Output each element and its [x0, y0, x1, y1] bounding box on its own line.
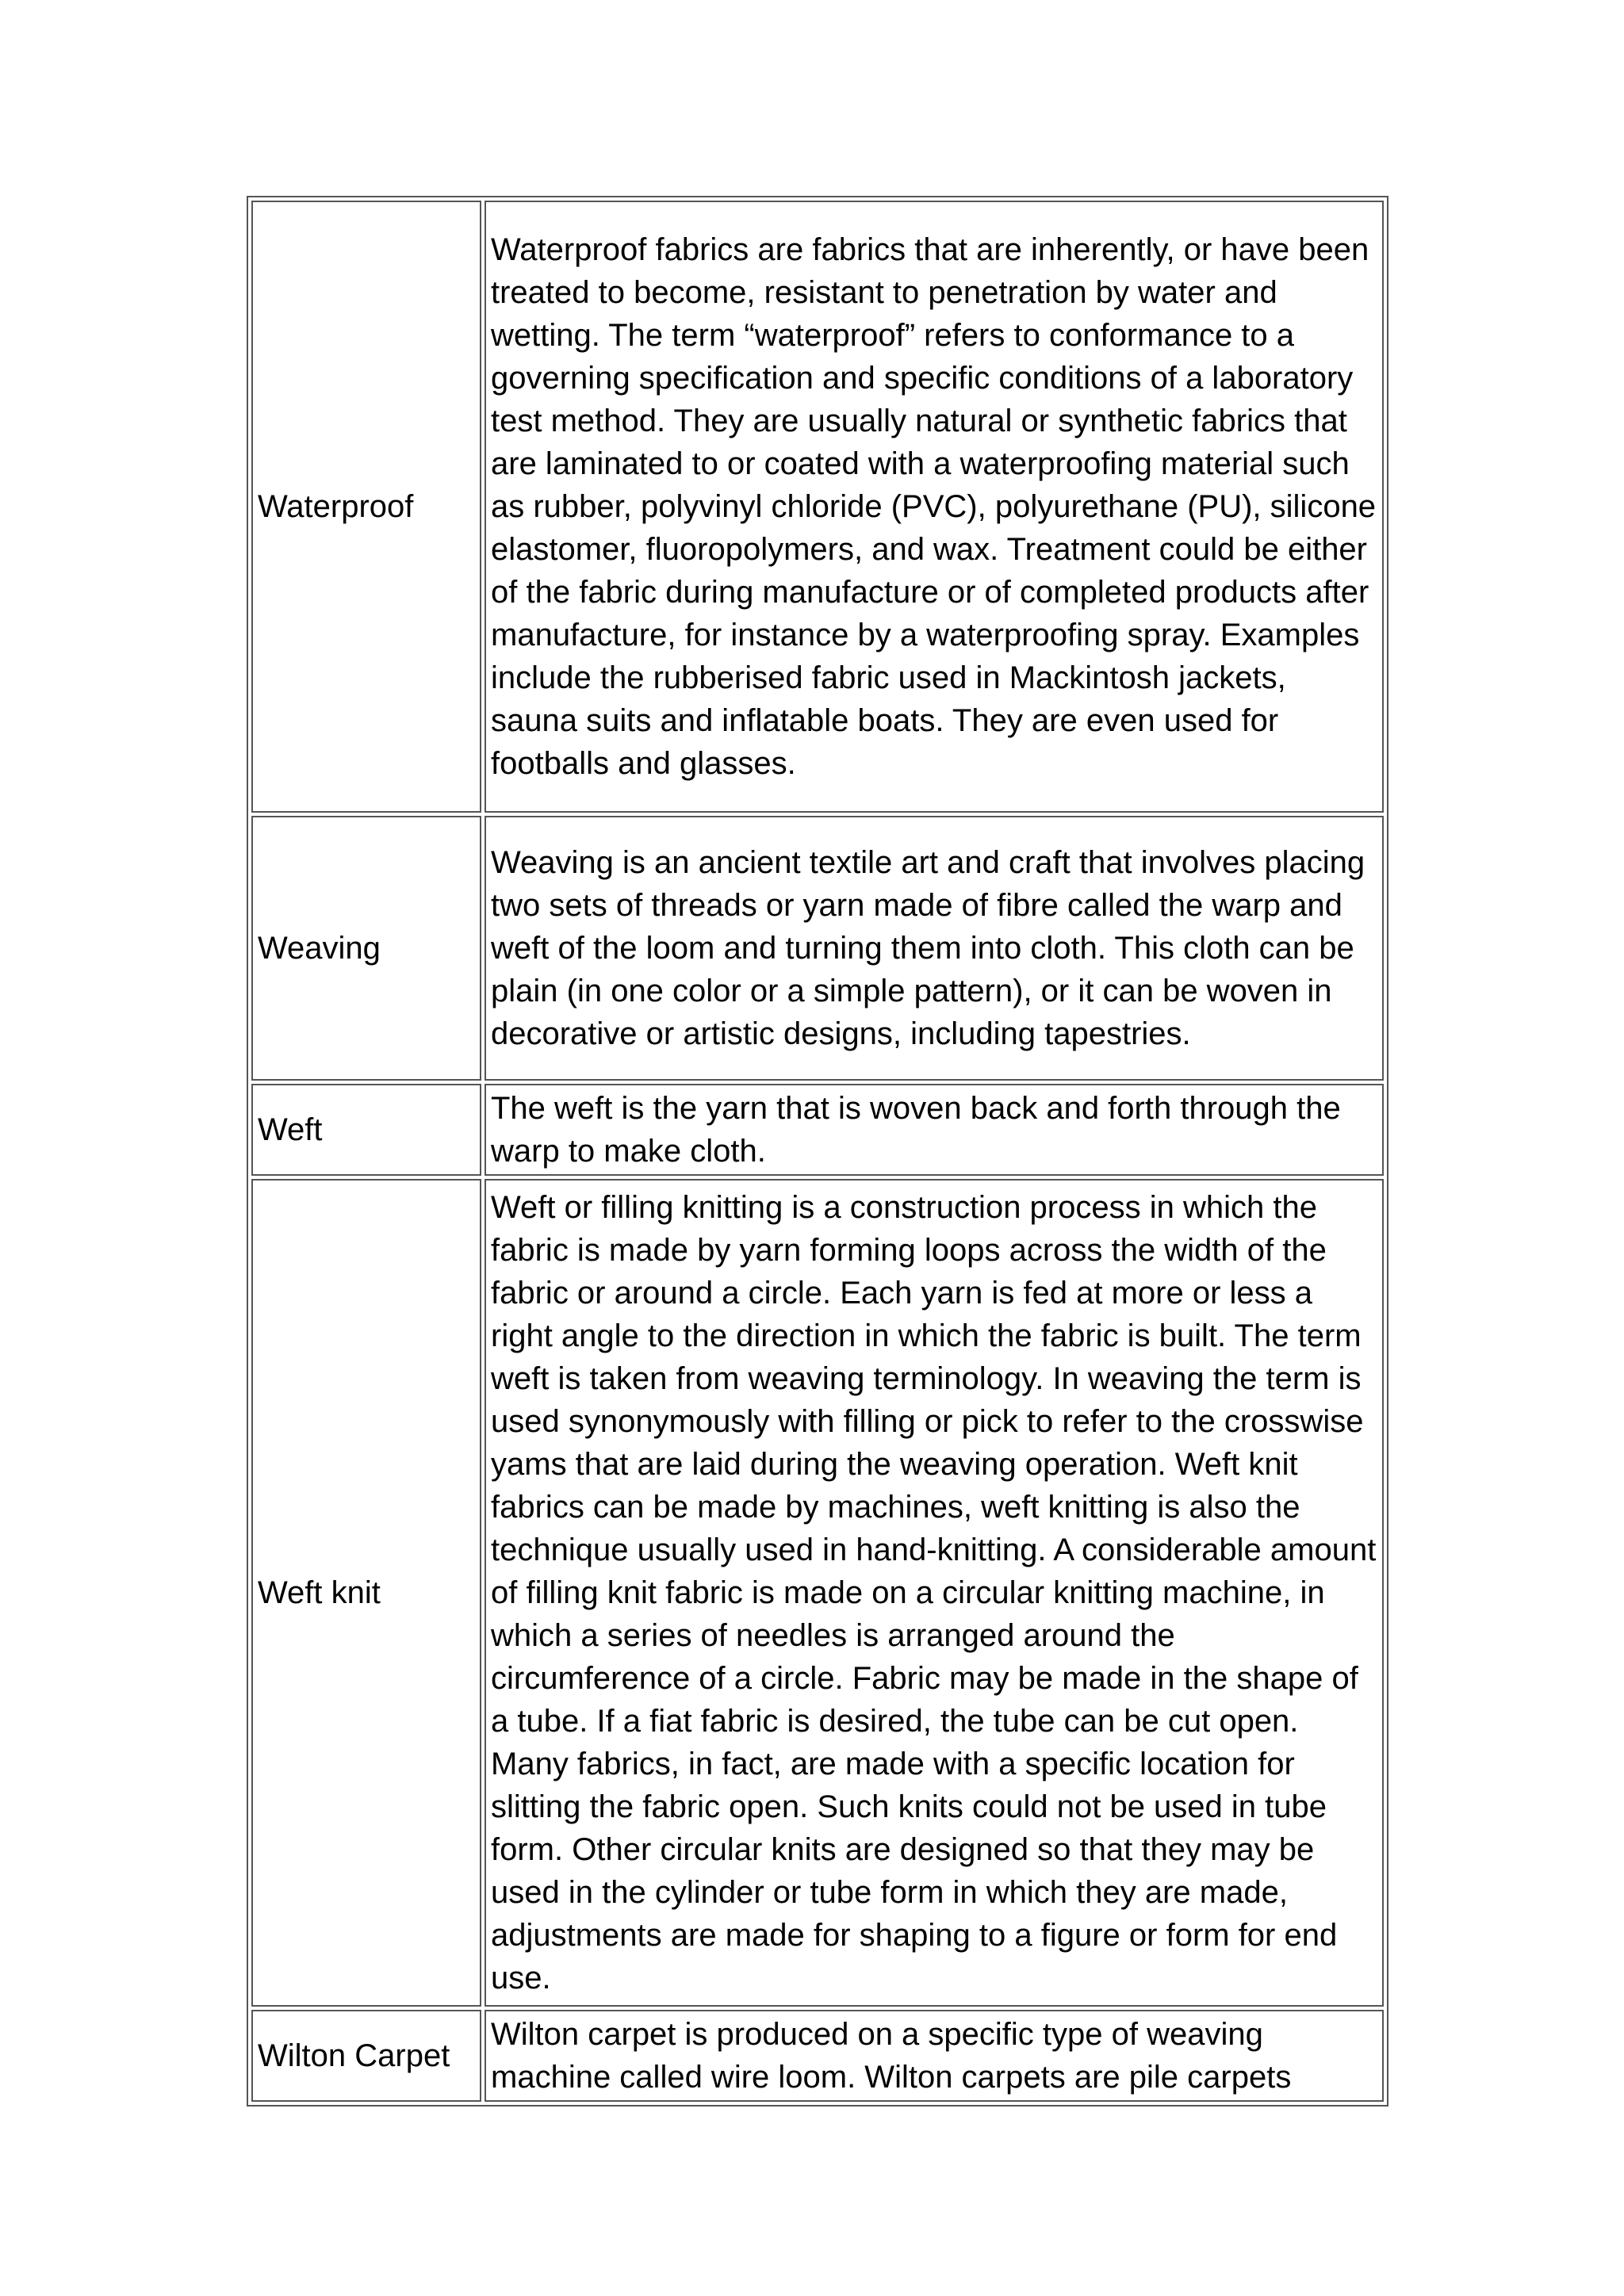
table-row: [251, 2010, 1384, 2102]
definition-cell: Weaving is an ancient textile art and craft that involves placing two sets of threads or yarn made of fibre called the warp and weft of the loom and turning them into cloth. This cloth can be plain (in one color or a simple pattern), or it can be woven in decorative or artistic designs, including tapestries.: [485, 816, 1384, 1081]
definition-cell: Wilton carpet is produced on a specific type of weaving machine called wire loom. Wilton carpets are pile carpets: [485, 2010, 1384, 2102]
term-cell: Weaving: [251, 816, 481, 1081]
definition-cell: Weft or filling knitting is a construction process in which the fabric is made by yarn forming loops across the width of the fabric or around a circle. Each yarn is fed at more or less a right angle to the direction in which the fabric is built. The term weft is taken from weaving terminology. In weaving the term is used synonymously with filling or pick to refer to the crosswise yams that are laid during the weaving operation. Weft knit fabrics can be made by machines, weft knitting is also the technique usually used in hand-knitting. A considerable amount of filling knit fabric is made on a circular knitting machine, in which a series of needles is arranged around the circumference of a circle. Fabric may be made in the shape of a tube. If a fiat fabric is desired, the tube can be cut open. Many fabrics, in fact, are made with a specific location for slitting the fabric open. Such knits could not be used in tube form. Other circular knits are designed so that they may be used in the cylinder or tube form in which they are made, adjustments are made for shaping to a figure or form for end use.: [485, 1179, 1384, 2007]
table-row: [251, 1179, 1384, 2007]
definition-cell: Waterproof fabrics are fabrics that are inherently, or have been treated to become, resistant to penetration by water and wetting. The term “waterproof” refers to conformance to a governing specification and specific conditions of a laboratory test method. They are usually natural or synthetic fabrics that are laminated to or coated with a waterproofing material such as rubber, polyvinyl chloride (PVC), polyurethane (PU), silicone elastomer, fluoropolymers, and wax. Treatment could be either of the fabric during manufacture or of completed products after manufacture, for instance by a waterproofing spray. Examples include the rubberised fabric used in Mackintosh jackets, sauna suits and inflatable boats. They are even used for footballs and glasses.: [485, 201, 1384, 813]
term-cell: Wilton Carpet: [251, 2010, 481, 2102]
table-row: [251, 1084, 1384, 1176]
definition-cell: The weft is the yarn that is woven back and forth through the warp to make cloth.: [485, 1084, 1384, 1176]
term-cell: Waterproof: [251, 201, 481, 813]
term-cell: Weft: [251, 1084, 481, 1176]
table-row: [251, 201, 1384, 813]
glossary-table: [247, 196, 1388, 2107]
table-row: [251, 816, 1384, 1081]
term-cell: Weft knit: [251, 1179, 481, 2007]
